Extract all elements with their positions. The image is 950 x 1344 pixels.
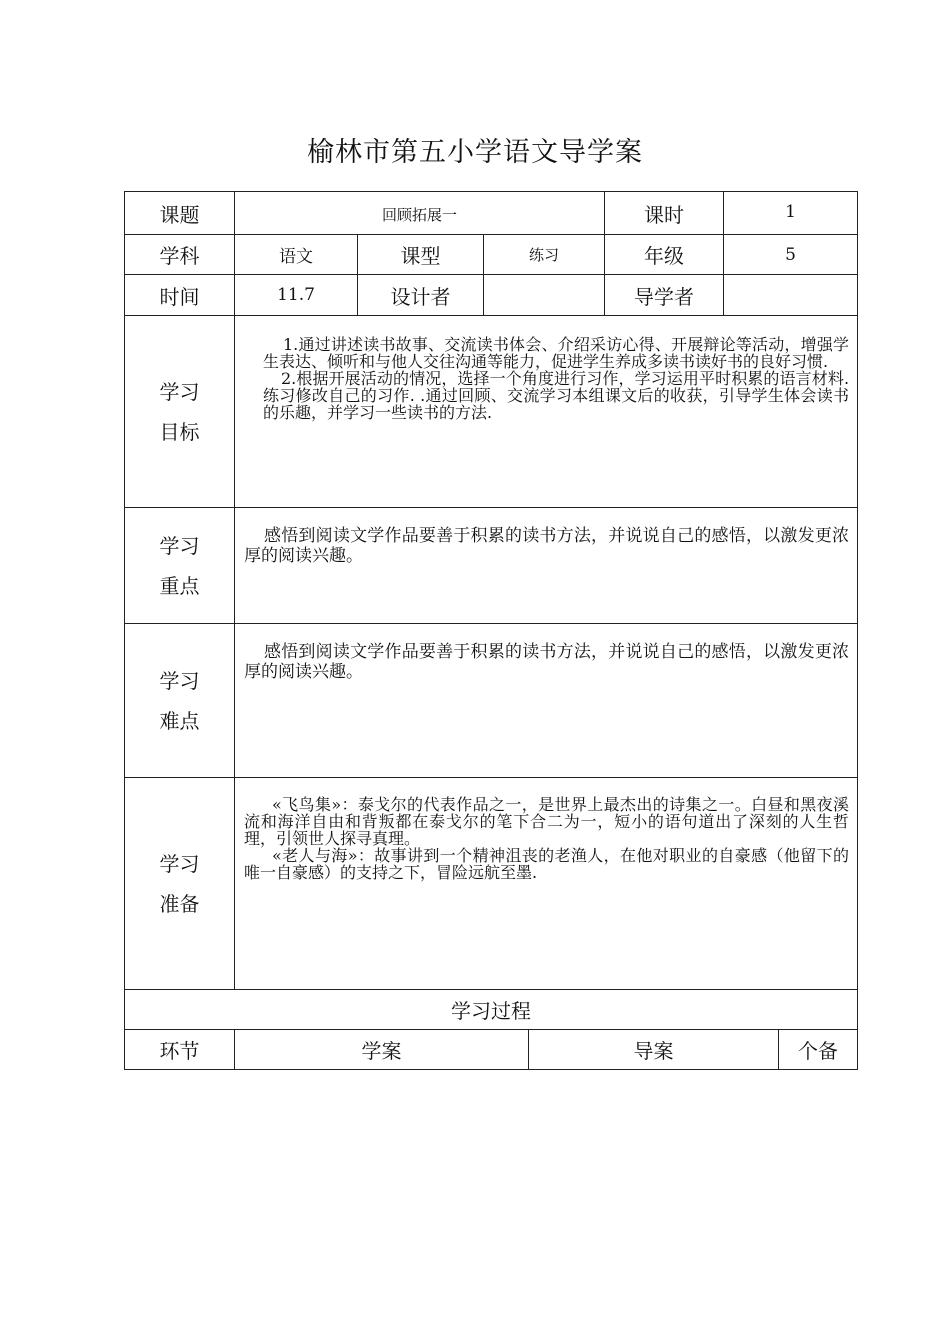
goals-label-line2: 目标 <box>159 419 200 444</box>
goals-label <box>125 316 235 508</box>
lesson-plan-table <box>124 191 858 1070</box>
key-points-label <box>125 508 235 624</box>
key-points-label-line2: 重点 <box>159 573 200 598</box>
grade-value: 5 <box>724 235 858 275</box>
guide-value <box>724 275 858 316</box>
preparation-label <box>125 778 235 990</box>
key-points-content <box>235 508 858 624</box>
difficulties-label-line2: 难点 <box>159 708 200 733</box>
topic-label: 课题 <box>125 192 235 235</box>
period-value: 1 <box>724 192 858 235</box>
difficulties-label <box>125 624 235 778</box>
key-points-label-line1: 学习 <box>159 533 200 558</box>
page-title: 榆林市第五小学语文导学案 <box>307 137 643 168</box>
topic-value: 回顾拓展一 <box>235 192 605 235</box>
difficulties-label-line1: 学习 <box>159 668 200 693</box>
designer-value <box>484 275 605 316</box>
row-difficulties <box>125 624 858 778</box>
row-key-points <box>125 508 858 624</box>
row-process-heading <box>125 990 858 1030</box>
row-time <box>125 275 858 316</box>
row-goals <box>125 316 858 508</box>
time-value: 11.7 <box>235 275 358 316</box>
preparation-content <box>235 778 858 990</box>
process-col-student: 学案 <box>235 1030 529 1070</box>
process-col-section: 环节 <box>125 1030 235 1070</box>
grade-label: 年级 <box>605 235 724 275</box>
type-value: 练习 <box>484 235 605 275</box>
goals-paragraph-2: 2.根据开展活动的情况，选择一个角度进行习作，学习运用平时积累的语言材料.练习修改自己的习作. .通过回顾、交流学习本组课文后的收获，引导学生体会读书的乐趣，并学习一些读书的方法. <box>263 369 850 422</box>
key-points-text: 感悟到阅读文学作品要善于积累的读书方法，并说说自己的感悟，以激发更浓厚的阅读兴趣。 <box>244 526 850 566</box>
difficulties-content <box>235 624 858 778</box>
process-col-personal: 个备 <box>779 1030 858 1070</box>
row-topic <box>125 192 858 235</box>
preparation-label-line2: 准备 <box>159 891 200 916</box>
difficulties-text: 感悟到阅读文学作品要善于积累的读书方法，并说说自己的感悟，以激发更浓厚的阅读兴趣。 <box>244 642 850 682</box>
process-heading: 学习过程 <box>125 990 858 1030</box>
goals-paragraph-1: 1.通过讲述读书故事、交流读书体会、介绍采访心得、开展辩论等活动，增强学生表达、倾听和与他人交往沟通等能力，促进学生养成多读书读好书的良好习惯. <box>263 335 850 371</box>
period-label: 课时 <box>605 192 724 235</box>
preparation-paragraph-2: «老人与海»：故事讲到一个精神沮丧的老渔人，在他对职业的自豪感（他留下的唯一自豪感）的支持之下，冒险远航至墨. <box>244 846 850 882</box>
row-process-columns <box>125 1030 858 1070</box>
preparation-label-line1: 学习 <box>159 851 200 876</box>
row-preparation <box>125 778 858 990</box>
preparation-paragraph-1: «飞鸟集»：泰戈尔的代表作品之一，是世界上最杰出的诗集之一。白昼和黑夜溪流和海洋自由和背叛都在泰戈尔的笔下合二为一，短小的语句道出了深刻的人生哲理，引领世人探寻真理。 <box>244 795 850 848</box>
subject-value: 语文 <box>235 235 358 275</box>
row-subject <box>125 235 858 275</box>
subject-label: 学科 <box>125 235 235 275</box>
time-label: 时间 <box>125 275 235 316</box>
type-label: 课型 <box>358 235 484 275</box>
designer-label: 设计者 <box>358 275 484 316</box>
goals-content <box>235 316 858 508</box>
guide-label: 导学者 <box>605 275 724 316</box>
process-col-guide: 导案 <box>529 1030 779 1070</box>
goals-label-line1: 学习 <box>159 379 200 404</box>
